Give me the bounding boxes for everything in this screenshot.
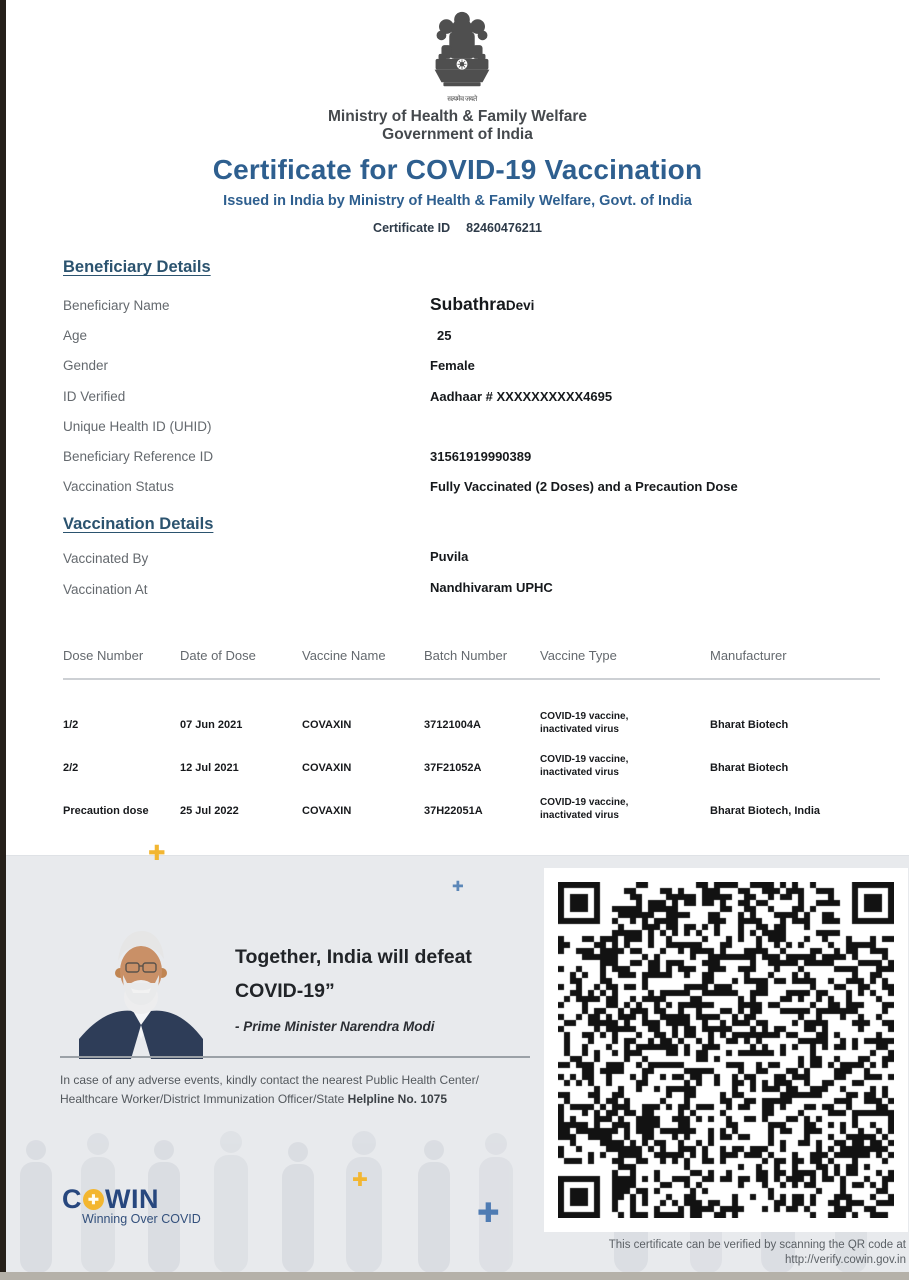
table-cell-dose: Precaution dose bbox=[63, 805, 149, 817]
certificate-subtitle: Issued in India by Ministry of Health & Family Welfare, Govt. of India bbox=[223, 193, 692, 209]
pm-modi-photo bbox=[70, 913, 212, 1059]
helpline-number: Helpline No. 1075 bbox=[347, 1092, 448, 1106]
plus-icon: ✚ bbox=[452, 878, 464, 894]
ministry-line1: Ministry of Health & Family Welfare bbox=[328, 108, 587, 125]
cowin-plus-icon: ✚ bbox=[83, 1189, 104, 1210]
vaccination-at: Nandhivaram UPHC bbox=[430, 580, 553, 595]
vaccinated-by: Puvila bbox=[430, 549, 469, 564]
beneficiary-age: 25 bbox=[437, 328, 452, 343]
field-label: Vaccination At bbox=[63, 582, 148, 597]
ministry-line2: Government of India bbox=[382, 126, 533, 143]
qr-panel bbox=[544, 868, 908, 1232]
certificate-title: Certificate for COVID-19 Vaccination bbox=[212, 154, 703, 185]
table-cell-date: 07 Jun 2021 bbox=[180, 719, 243, 731]
emblem-motto: सत्यमेव जयते bbox=[447, 96, 477, 103]
table-cell-manufacturer: Bharat Biotech bbox=[710, 762, 789, 774]
adverse-note-line1: In case of any adverse events, kindly contact the nearest Public Health Center/ bbox=[60, 1073, 479, 1087]
beneficiary-name: SubathraDevi bbox=[430, 294, 535, 314]
field-label: Vaccination Status bbox=[63, 479, 174, 494]
certificate-id-row bbox=[6, 221, 909, 235]
qr-code bbox=[558, 882, 894, 1218]
table-cell-manufacturer: Bharat Biotech, India bbox=[710, 805, 821, 817]
scan-edge-bottom bbox=[0, 1272, 909, 1280]
quote-line2: COVID-19” bbox=[235, 980, 335, 1002]
table-cell-batch: 37F21052A bbox=[424, 762, 482, 774]
field-label: Beneficiary Reference ID bbox=[63, 449, 214, 464]
scan-edge-left bbox=[0, 0, 6, 1280]
field-label: Vaccinated By bbox=[63, 551, 149, 566]
beneficiary-reference-id: 31561919990389 bbox=[430, 449, 532, 464]
certificate-id-label: Certificate ID bbox=[373, 221, 451, 235]
table-cell-vaccine: COVAXIN bbox=[302, 805, 352, 817]
table-header: Vaccine Name bbox=[302, 648, 386, 663]
plus-icon: ✚ bbox=[352, 1170, 368, 1191]
quote-line1: Together, India will defeat bbox=[235, 946, 472, 968]
table-cell-vaccine: COVAXIN bbox=[302, 719, 352, 731]
table-cell-vaccine: COVAXIN bbox=[302, 762, 352, 774]
vaccination-section-title: Vaccination Details bbox=[63, 515, 214, 533]
field-label: Gender bbox=[63, 358, 109, 373]
plus-icon: ✚ bbox=[477, 1198, 500, 1228]
table-header: Date of Dose bbox=[180, 648, 256, 663]
verify-url: http://verify.cowin.gov.in bbox=[784, 1254, 906, 1266]
table-cell-manufacturer: Bharat Biotech bbox=[710, 719, 789, 731]
table-header: Vaccine Type bbox=[540, 648, 617, 663]
table-header: Dose Number bbox=[63, 648, 144, 663]
table-cell-type: COVID-19 vaccine, inactivated virus bbox=[540, 797, 629, 821]
field-label: Age bbox=[63, 328, 88, 343]
table-header: Manufacturer bbox=[710, 648, 787, 663]
beneficiary-gender: Female bbox=[430, 358, 475, 373]
field-label: ID Verified bbox=[63, 389, 126, 404]
cowin-logo: C ✚ WIN bbox=[62, 1184, 159, 1214]
table-cell-batch: 37121004A bbox=[424, 719, 481, 731]
cowin-tagline: Winning Over COVID bbox=[82, 1212, 201, 1226]
certificate-id-value: 82460476211 bbox=[466, 221, 542, 235]
table-cell-dose: 1/2 bbox=[63, 719, 79, 731]
table-divider bbox=[63, 678, 880, 680]
quote-divider bbox=[60, 1056, 530, 1058]
quote-attribution: - Prime Minister Narendra Modi bbox=[235, 1019, 435, 1034]
field-label: Unique Health ID (UHID) bbox=[63, 419, 212, 434]
national-emblem-icon bbox=[412, 6, 512, 96]
verify-note: This certificate can be verified by scanning the QR code at http://verify.cowin.gov.in bbox=[540, 1238, 906, 1268]
table-cell-type: COVID-19 vaccine, inactivated virus bbox=[540, 711, 629, 735]
table-cell-batch: 37H22051A bbox=[424, 805, 483, 817]
beneficiary-id-verified: Aadhaar # XXXXXXXXXX4695 bbox=[430, 389, 613, 404]
plus-icon: ✚ bbox=[148, 842, 166, 865]
table-cell-date: 25 Jul 2022 bbox=[180, 805, 239, 817]
vaccination-status: Fully Vaccinated (2 Doses) and a Precaution Dose bbox=[430, 479, 738, 494]
field-label: Beneficiary Name bbox=[63, 298, 170, 313]
table-cell-type: COVID-19 vaccine, inactivated virus bbox=[540, 754, 629, 778]
table-cell-date: 12 Jul 2021 bbox=[180, 762, 239, 774]
table-header: Batch Number bbox=[424, 648, 508, 663]
beneficiary-section-title: Beneficiary Details bbox=[63, 258, 211, 276]
adverse-note-line2: Healthcare Worker/District Immunization Officer/State Helpline No. 1075 bbox=[60, 1092, 448, 1106]
table-cell-dose: 2/2 bbox=[63, 762, 79, 774]
